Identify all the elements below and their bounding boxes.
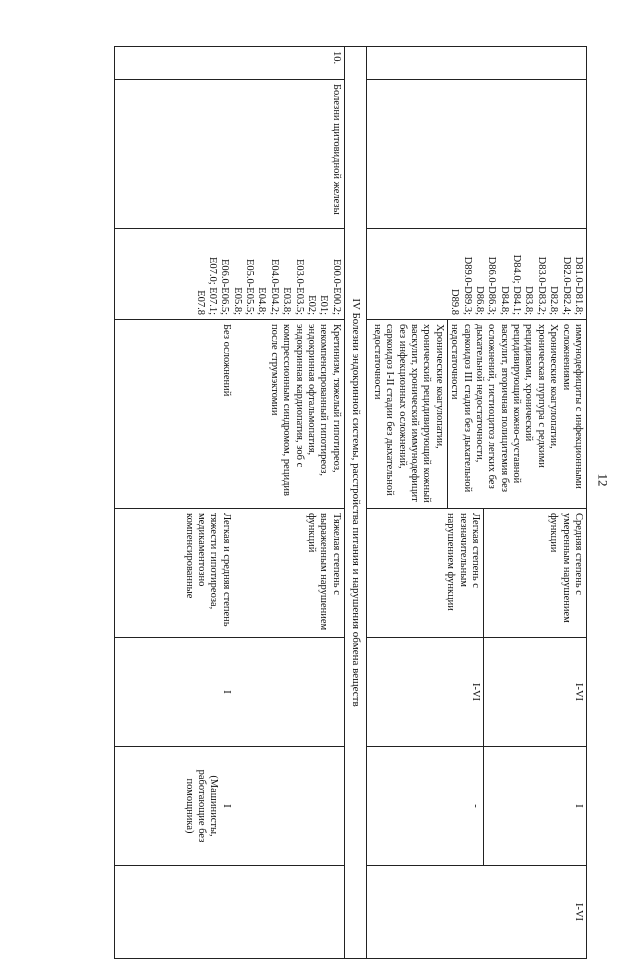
- code-line: E05.0-E05.5;: [244, 259, 256, 315]
- code-line: E03.0-E03.5;: [293, 259, 305, 315]
- severity-text: Легкая степень с незначительным нарушением функции: [442, 509, 484, 637]
- class-b-cell: [114, 747, 344, 866]
- spacer: [232, 642, 342, 742]
- code-line: E06.0-E06.5;: [219, 259, 231, 315]
- disease-table: [114, 46, 587, 959]
- class-b-value: I: [220, 804, 232, 808]
- form-text: Хронические коагулопатии, хроническая пурпура с редкими рецидивами, хронический рецидивирующий кожно-суставной васкулит, вторичная полицитемия без осложнений, гистиоцитоз легких без дыхательной недостаточности, саркоидоз III стадии без дыхательной недостаточности: [449, 324, 560, 493]
- severity-text: Тяжелая степень с выраженным нарушением функций: [305, 513, 342, 631]
- code-line: D83.8;: [523, 286, 535, 315]
- section-row: [344, 47, 366, 959]
- code-line: D83.0-D83.2;: [535, 256, 547, 315]
- table-row: [114, 47, 344, 959]
- spacer: [232, 751, 342, 861]
- rotated-table-sheet: [67, 46, 587, 922]
- severity-text: Легкая и средняя степень тяжести гипотиреоза, медикаментозно компенсированные: [183, 513, 232, 627]
- class-a-cell: [366, 638, 586, 747]
- severity-text: Средняя степень с умеренным нарушением функции: [548, 513, 584, 623]
- code-line: D86.0-D86.3;: [486, 256, 498, 315]
- code-line: D82.0-D82.4;: [560, 256, 572, 315]
- class-c-cell: [366, 866, 586, 959]
- class-a-value: I-VI: [573, 682, 584, 702]
- code-line: D84.8;: [498, 286, 510, 315]
- code-line: E04.8;: [256, 287, 268, 315]
- codes-cell: [114, 229, 344, 320]
- code-line: E05.8;: [231, 287, 243, 315]
- class-c-cell: [114, 866, 344, 959]
- disease-cell: Болезни щитовидной железы: [114, 80, 344, 229]
- number-cell: [366, 47, 586, 80]
- forms-cell: [114, 320, 344, 509]
- severity-cell: [114, 509, 344, 638]
- forms-cell: [366, 320, 586, 509]
- class-a-cell: [114, 638, 344, 747]
- severity-cell: [366, 509, 586, 638]
- class-a-value: I-VI: [467, 638, 484, 746]
- codes-cell: [366, 229, 586, 320]
- code-line: E00.0-E00.2;: [330, 259, 342, 315]
- code-line: D82.8;: [548, 286, 560, 315]
- form-text: Кретинизм, тяжелый гипотиреоз, некомпенсированный гипотиреоз, эндокринная офтальмопатия, эндокринная кардиопатия, зоб с компрессионным синдромом, рецидив после струмэктомии: [268, 324, 342, 497]
- number-cell: 10.: [114, 47, 344, 80]
- class-c-value: I-VI: [573, 902, 584, 922]
- class-b-value: -: [467, 747, 484, 865]
- code-line: D86.8;: [474, 286, 485, 315]
- code-line: E01;: [318, 295, 330, 315]
- code-line: D89.0-D89.3;: [461, 256, 473, 315]
- code-line: D81.0-D81.8;: [573, 256, 584, 315]
- code-line: D84.0; D84.1;: [511, 254, 523, 315]
- form-text: Хронические коагулопатии, хронический рецидивирующий кожный васкулит, хронический иммунодефицит без инфекционных осложнений, саркоидоз I-II стадии без дыхательной недостаточности: [369, 320, 448, 508]
- form-text: иммунодефициты с инфекционными осложнениями: [560, 324, 584, 489]
- class-a-value: I: [220, 690, 232, 694]
- section-title: IV Болезни эндокринной системы, расстройства питания и нарушения обмена веществ: [344, 47, 366, 959]
- code-line: E04.0-E04.2;: [268, 259, 280, 315]
- code-line: E02;: [305, 295, 317, 315]
- table-row: [366, 47, 586, 959]
- code-line: E03.8;: [281, 287, 293, 315]
- code-line: E07.0; E07.1;: [206, 256, 218, 315]
- class-b-note: (Машинисты, работающие без помощника): [183, 769, 220, 843]
- code-line: E07.8: [194, 290, 206, 315]
- page-number: 12: [595, 473, 611, 487]
- class-b-cell: [366, 747, 586, 866]
- class-b-value: I: [573, 804, 584, 808]
- disease-cell: [366, 80, 586, 229]
- code-line: D89.8: [449, 289, 461, 315]
- form-text: Без осложнений: [220, 324, 232, 397]
